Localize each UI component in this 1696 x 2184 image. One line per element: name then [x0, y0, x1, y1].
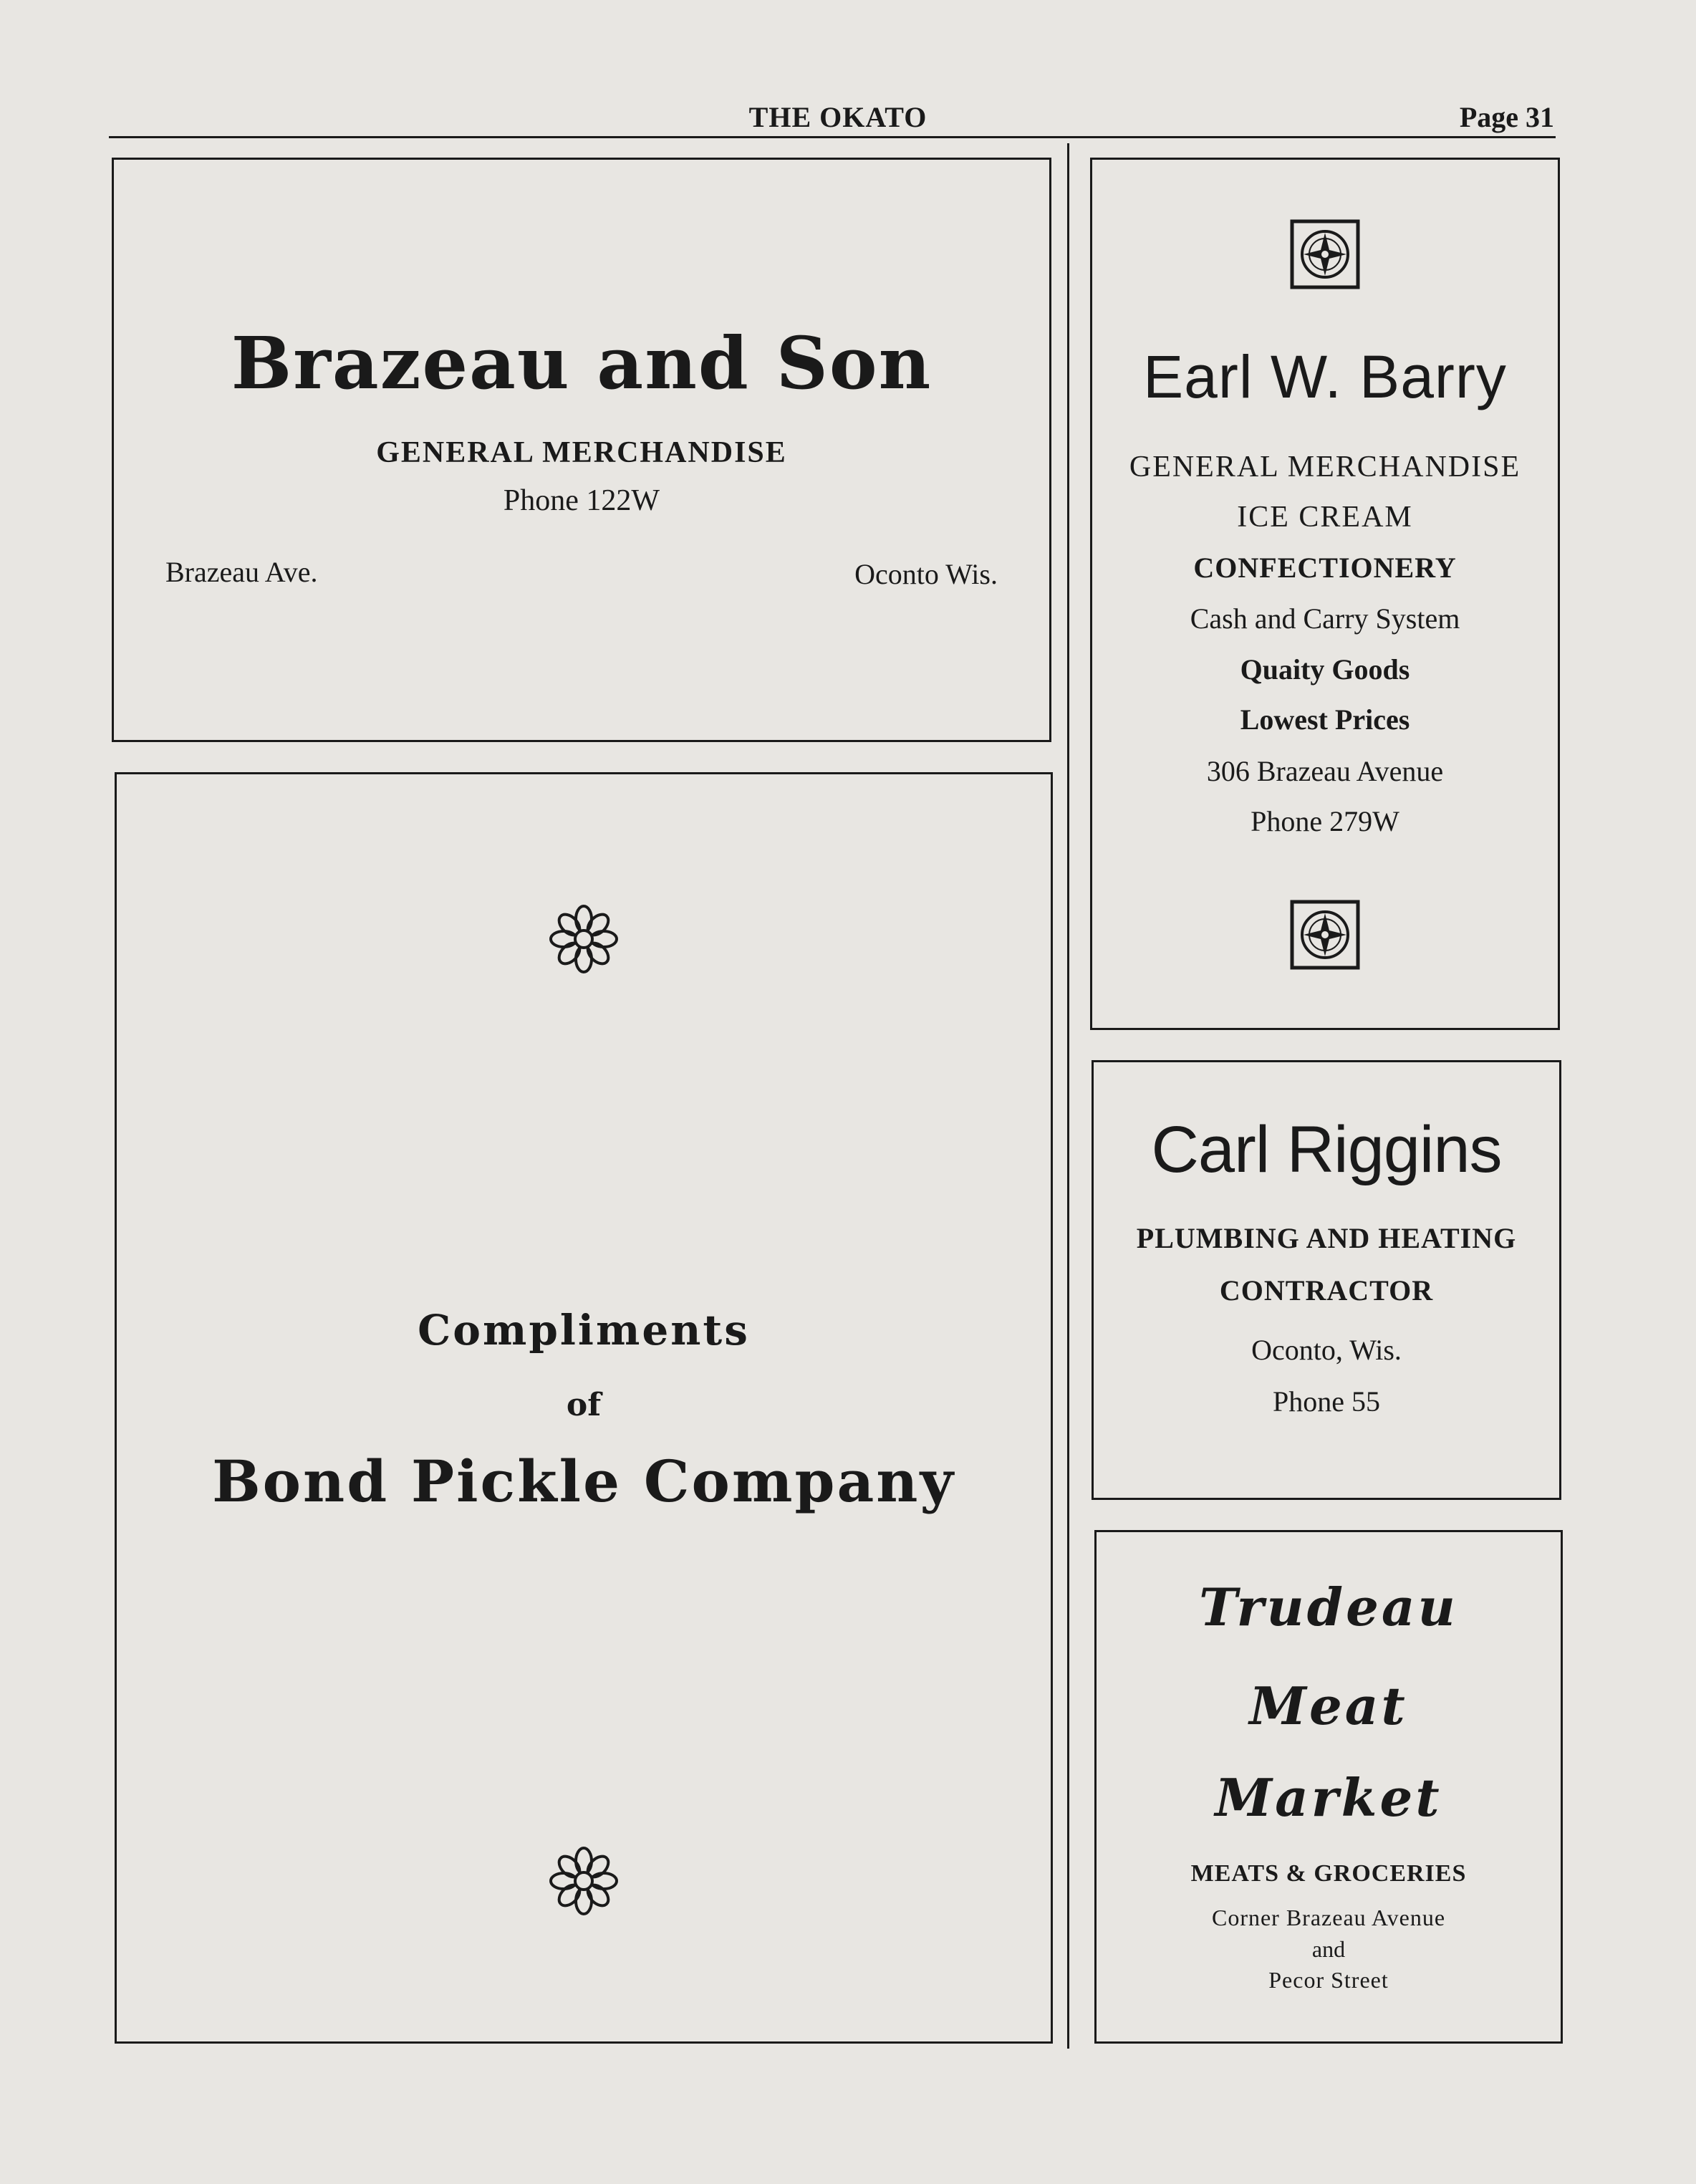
publication-title: THE OKATO [748, 101, 928, 133]
flower-ornament-icon [117, 1845, 1051, 1917]
ad-of: of [566, 1387, 602, 1423]
ad-address: 306 Brazeau Avenue [1206, 755, 1444, 787]
ad-line: Lowest Prices [1240, 703, 1410, 736]
column-divider [1067, 143, 1069, 2049]
ad-line: CONFECTIONERY [1193, 552, 1457, 584]
compass-ornament-icon [1092, 218, 1558, 290]
ad-city: Oconto, Wis. [1251, 1334, 1402, 1366]
ad-subtitle: MEATS & GROCERIES [1190, 1860, 1467, 1887]
ad-title: Trudeau [1199, 1577, 1458, 1637]
ad-title: Earl W. Barry [1143, 343, 1507, 410]
ad-address: Pecor Street [1268, 1967, 1389, 1993]
ad-address: Corner Brazeau Avenue [1211, 1905, 1446, 1930]
ad-bond-pickle-company [115, 772, 1053, 2044]
ad-subtitle: CONTRACTOR [1219, 1274, 1434, 1307]
ad-title: Market [1215, 1767, 1442, 1828]
ad-earl-w-barry [1090, 158, 1560, 1030]
ad-line: Cash and Carry System [1190, 602, 1460, 635]
ad-title: Bond Pickle Company [212, 1448, 955, 1515]
ad-subtitle: GENERAL MERCHANDISE [376, 436, 787, 469]
ad-address: and [1311, 1936, 1346, 1962]
ad-title: Brazeau and Son [231, 321, 933, 405]
ad-compliments: Compliments [418, 1306, 750, 1355]
page-number: Page 31 [1459, 101, 1554, 133]
ad-phone: Phone 122W [503, 484, 660, 517]
ad-carl-riggins [1092, 1060, 1561, 1500]
ad-phone: Phone 279W [1251, 805, 1399, 837]
ad-line: ICE CREAM [1237, 501, 1413, 534]
ad-trudeau-meat-market [1094, 1530, 1563, 2044]
ad-brazeau-and-son [112, 158, 1051, 742]
ad-line: Quaity Goods [1240, 653, 1410, 685]
ad-title: Carl Riggins [1151, 1113, 1502, 1186]
compass-ornament-icon [1092, 899, 1558, 971]
ad-subtitle: PLUMBING AND HEATING [1136, 1222, 1517, 1254]
flower-ornament-icon [117, 903, 1051, 975]
ad-line: GENERAL MERCHANDISE [1129, 451, 1521, 484]
ad-address: Brazeau Ave. [165, 556, 318, 588]
ad-phone: Phone 55 [1273, 1385, 1380, 1418]
ad-title: Meat [1249, 1675, 1408, 1736]
header-rule [109, 136, 1556, 138]
ad-city: Oconto Wis. [854, 558, 998, 590]
